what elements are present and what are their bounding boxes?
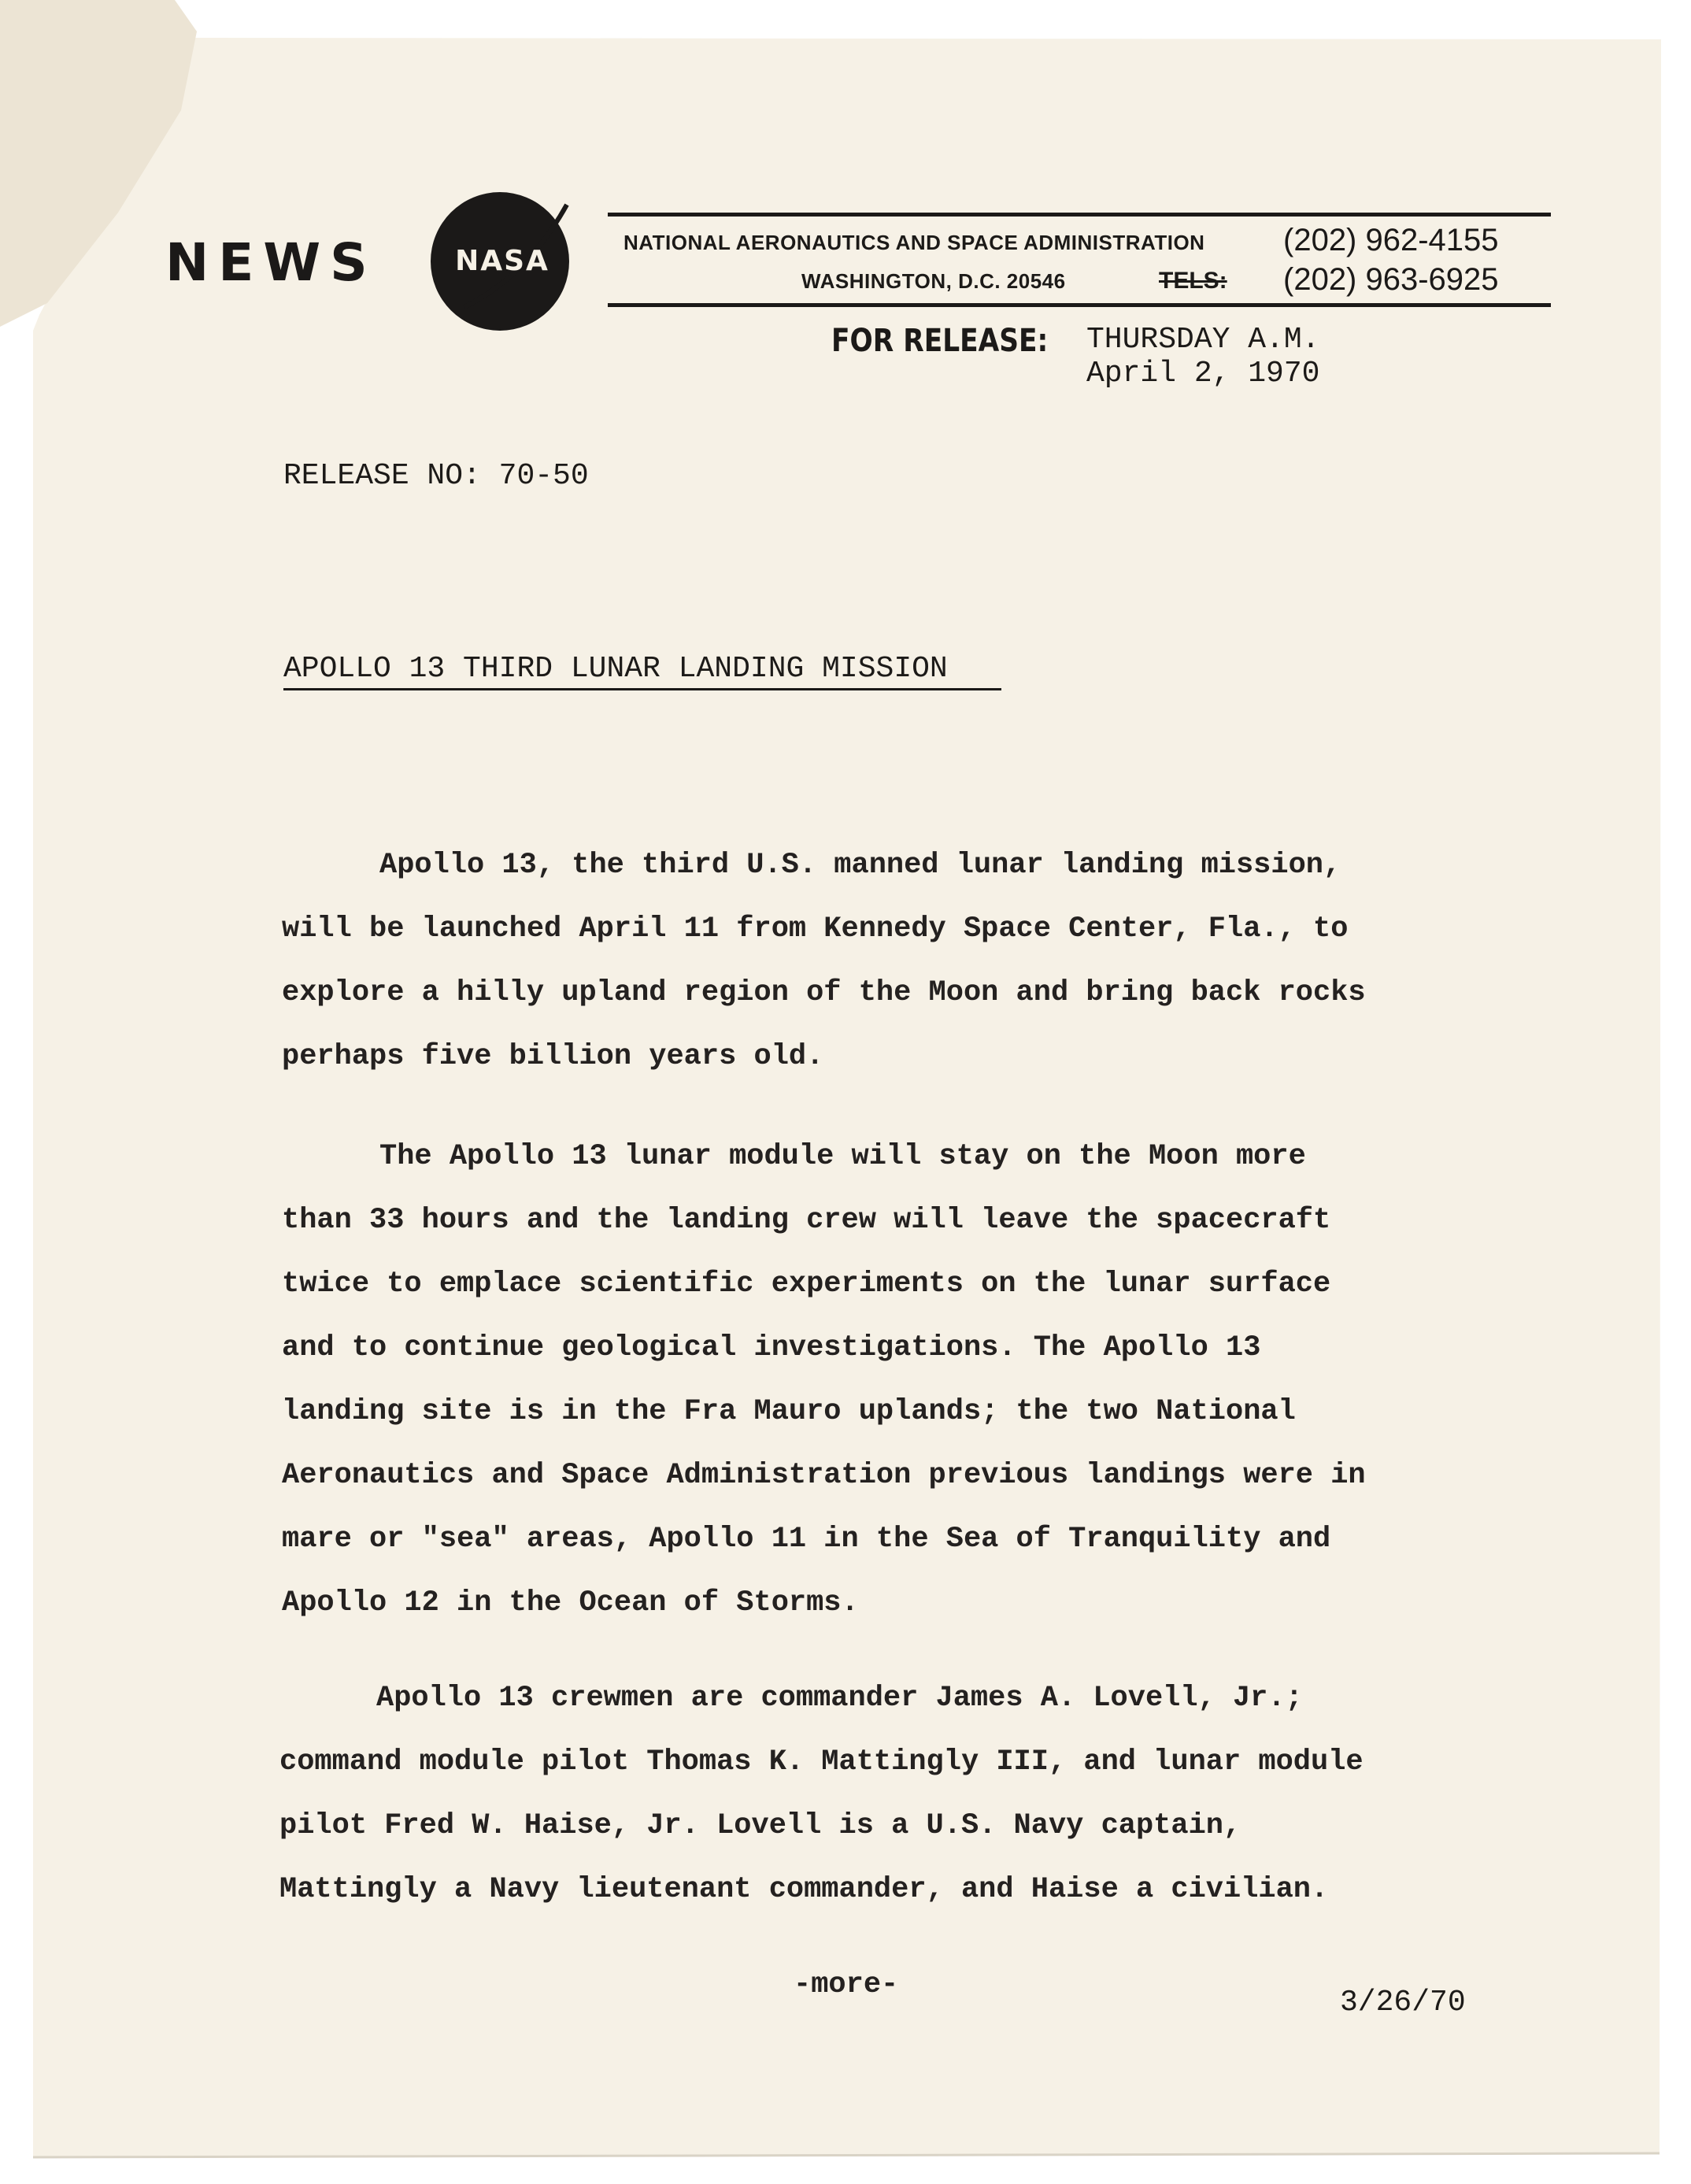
date-code: 3/26/70 <box>1340 1986 1466 2019</box>
phone-2: (202) 963-6925 <box>1283 262 1499 297</box>
paragraph-line: Apollo 12 in the Ocean of Storms. <box>282 1586 859 1619</box>
paragraph-line: twice to emplace scientific experiments on the lunar surface <box>282 1268 1331 1301</box>
release-date: April 2, 1970 <box>1086 357 1320 391</box>
for-release-label: FOR RELEASE: <box>831 323 1049 359</box>
header-rule-top <box>608 213 1551 217</box>
agency-address: WASHINGTON, D.C. 20546 <box>801 269 1066 293</box>
tels-label: TELS: <box>1159 268 1227 294</box>
paragraph-line: command module pilot Thomas K. Mattingly III, and lunar module <box>279 1745 1364 1779</box>
phone-1: (202) 962-4155 <box>1283 223 1499 257</box>
paragraph-line: landing site is in the Fra Mauro uplands; the two National <box>282 1395 1296 1428</box>
paragraph-line: perhaps five billion years old. <box>282 1040 824 1073</box>
release-number: RELEASE NO: 70-50 <box>283 459 589 493</box>
nasa-logo <box>409 189 590 335</box>
agency-name: NATIONAL AERONAUTICS AND SPACE ADMINISTRATION <box>623 231 1205 254</box>
paragraph-line: will be launched April 11 from Kennedy Space Center, Fla., to <box>282 912 1349 946</box>
paragraph-line: Aeronautics and Space Administration previous landings were in <box>282 1459 1366 1492</box>
paragraph-line: Mattingly a Navy lieutenant commander, and Haise a civilian. <box>279 1873 1329 1906</box>
news-label: NEWS <box>165 232 377 293</box>
title-underline <box>283 688 1001 690</box>
paragraph-line: than 33 hours and the landing crew will leave the spacecraft <box>282 1204 1331 1237</box>
paragraph-line: Apollo 13, the third U.S. manned lunar landing mission, <box>379 849 1341 882</box>
paragraph-line: The Apollo 13 lunar module will stay on the Moon more <box>379 1140 1306 1173</box>
logo-text: NASA <box>455 245 549 277</box>
more-indicator: -more- <box>794 1968 899 2001</box>
paragraph-line: pilot Fred W. Haise, Jr. Lovell is a U.S. Navy captain, <box>279 1809 1241 1842</box>
paragraph-line: Apollo 13 crewmen are commander James A. Lovell, Jr.; <box>376 1682 1303 1715</box>
paragraph-line: mare or "sea" areas, Apollo 11 in the Sea of Tranquility and <box>282 1523 1331 1556</box>
release-day: THURSDAY A.M. <box>1086 323 1320 357</box>
document-title: APOLLO 13 THIRD LUNAR LANDING MISSION <box>283 652 948 686</box>
paragraph-line: explore a hilly upland region of the Moon and bring back rocks <box>282 976 1366 1009</box>
paragraph-line: and to continue geological investigations. The Apollo 13 <box>282 1331 1261 1364</box>
header-rule-bottom <box>608 303 1551 307</box>
